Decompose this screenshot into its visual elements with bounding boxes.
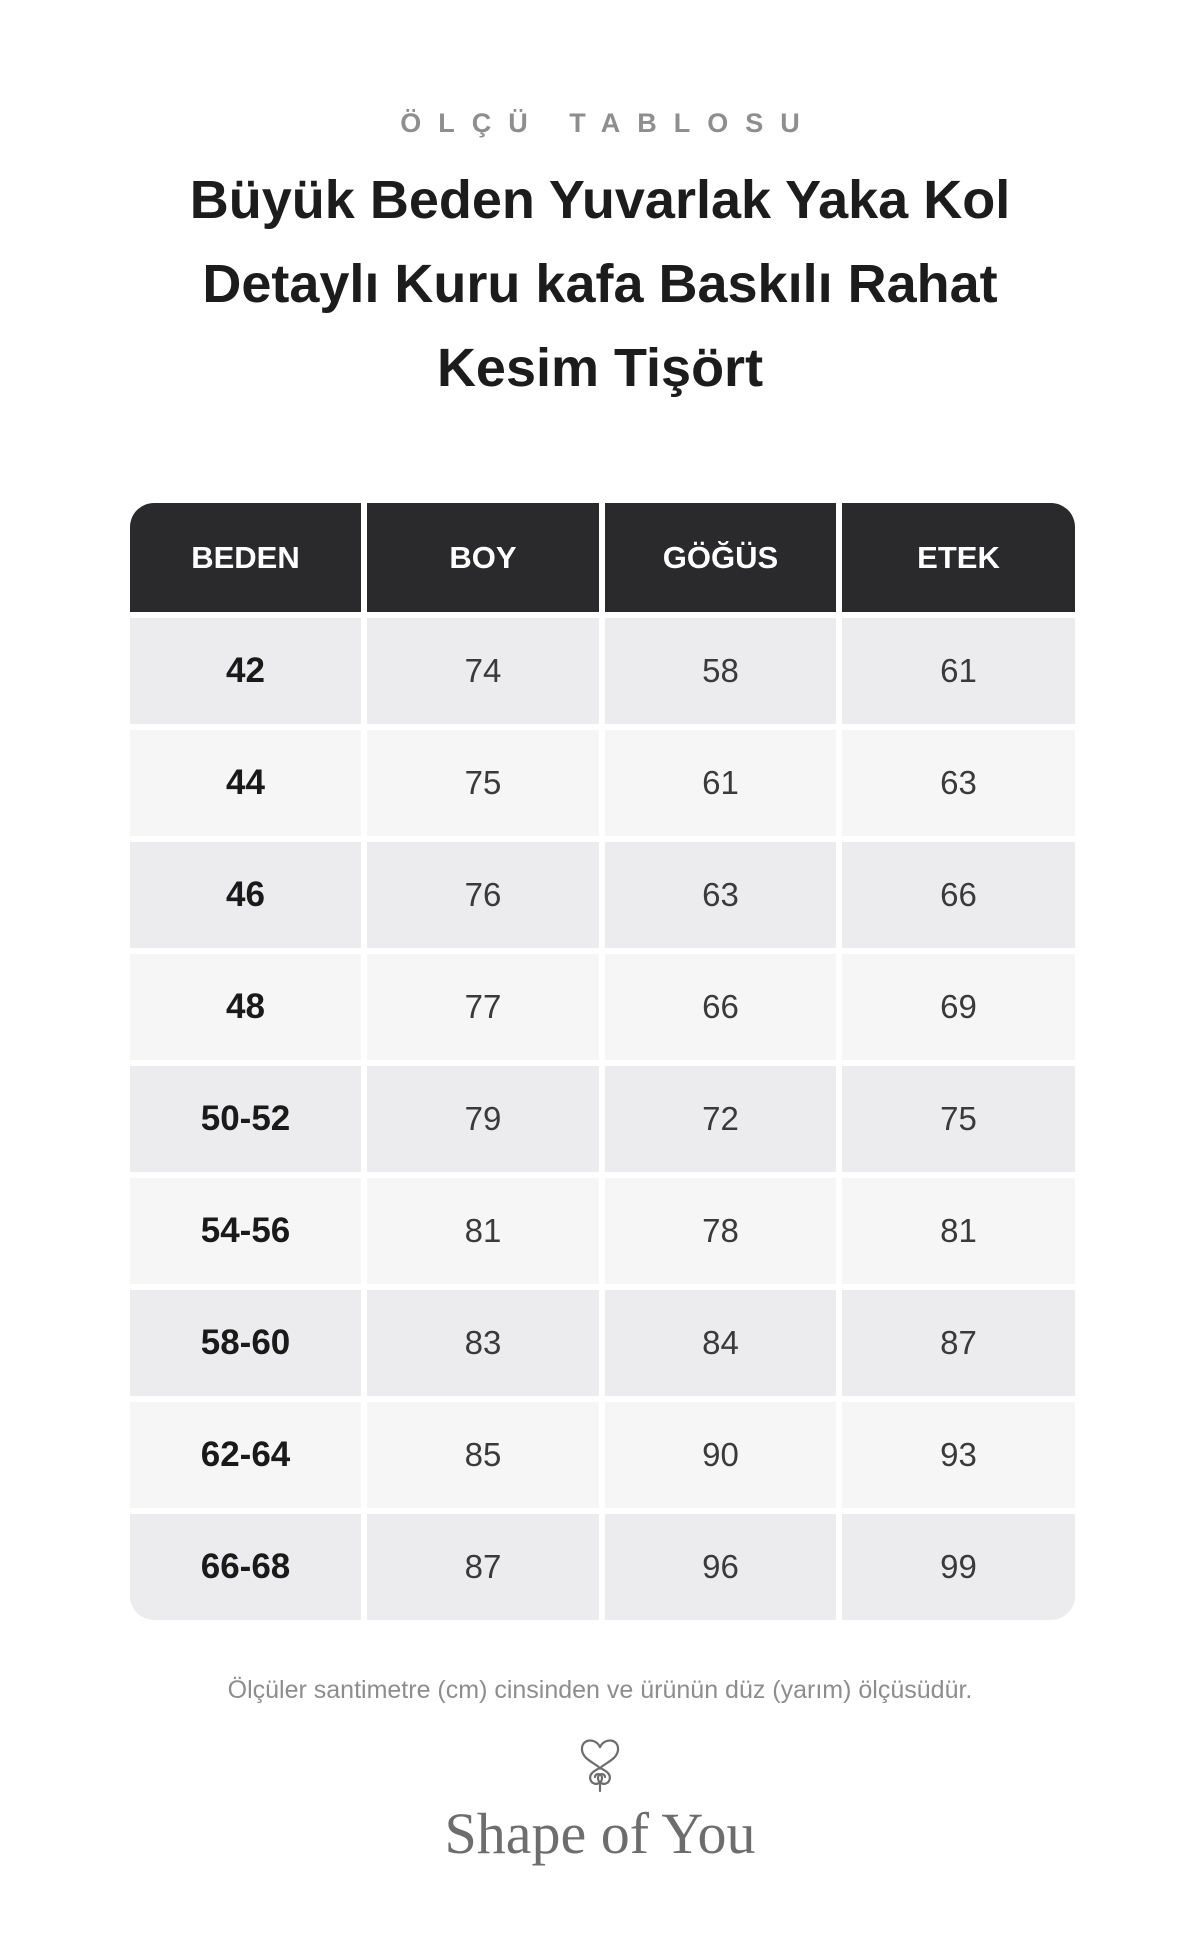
table-row <box>130 1066 1075 1172</box>
measurement-cell: 75 <box>367 730 599 836</box>
measurement-cell: 63 <box>605 842 836 948</box>
measurement-cell: 99 <box>842 1514 1075 1620</box>
page-title: Büyük Beden Yuvarlak Yaka Kol Detaylı Kuru kafa Baskılı Rahat Kesim Tişört <box>189 170 1011 398</box>
table-row <box>130 1290 1075 1396</box>
measurement-cell: 66 <box>842 842 1075 948</box>
measurement-cell: 63 <box>842 730 1075 836</box>
size-cell: 66-68 <box>130 1514 361 1620</box>
measurement-cell: 93 <box>842 1402 1075 1508</box>
table-row <box>130 618 1075 724</box>
measurement-cell: 87 <box>842 1290 1075 1396</box>
size-table <box>130 503 1075 1620</box>
measurement-cell: 78 <box>605 1178 836 1284</box>
measurement-cell: 90 <box>605 1402 836 1508</box>
table-row <box>130 730 1075 836</box>
measurement-cell: 85 <box>367 1402 599 1508</box>
measurement-cell: 96 <box>605 1514 836 1620</box>
measurement-cell: 61 <box>605 730 836 836</box>
size-cell: 50-52 <box>130 1066 361 1172</box>
measurement-cell: 81 <box>842 1178 1075 1284</box>
brand-logo-text: Shape of You <box>444 1801 756 1866</box>
size-cell: 48 <box>130 954 361 1060</box>
column-header: ETEK <box>842 503 1075 612</box>
column-header: GÖĞÜS <box>605 503 836 612</box>
size-cell: 54-56 <box>130 1178 361 1284</box>
size-cell: 58-60 <box>130 1290 361 1396</box>
measurement-cell: 84 <box>605 1290 836 1396</box>
measurement-cell: 77 <box>367 954 599 1060</box>
measurement-note: Ölçüler santimetre (cm) cinsinden ve ürünün düz (yarım) ölçüsüdür. <box>227 1676 973 1704</box>
measurement-cell: 72 <box>605 1066 836 1172</box>
size-cell: 62-64 <box>130 1402 361 1508</box>
measurement-cell: 61 <box>842 618 1075 724</box>
size-cell: 44 <box>130 730 361 836</box>
table-body <box>130 618 1075 1620</box>
table-row <box>130 842 1075 948</box>
intertwined-hearts-icon <box>569 1733 631 1795</box>
measurement-cell: 83 <box>367 1290 599 1396</box>
table-header-row <box>130 503 1075 612</box>
measurement-cell: 79 <box>367 1066 599 1172</box>
measurement-cell: 76 <box>367 842 599 948</box>
measurement-cell: 74 <box>367 618 599 724</box>
size-cell: 42 <box>130 618 361 724</box>
measurement-cell: 81 <box>367 1178 599 1284</box>
column-header: BEDEN <box>130 503 361 612</box>
table-row <box>130 954 1075 1060</box>
measurement-cell: 58 <box>605 618 836 724</box>
eyebrow-label: ÖLÇÜ TABLOSU <box>400 108 817 138</box>
column-header: BOY <box>367 503 599 612</box>
measurement-cell: 69 <box>842 954 1075 1060</box>
table-row <box>130 1402 1075 1508</box>
table-row <box>130 1514 1075 1620</box>
measurement-cell: 75 <box>842 1066 1075 1172</box>
table-row <box>130 1178 1075 1284</box>
size-cell: 46 <box>130 842 361 948</box>
measurement-cell: 66 <box>605 954 836 1060</box>
measurement-cell: 87 <box>367 1514 599 1620</box>
